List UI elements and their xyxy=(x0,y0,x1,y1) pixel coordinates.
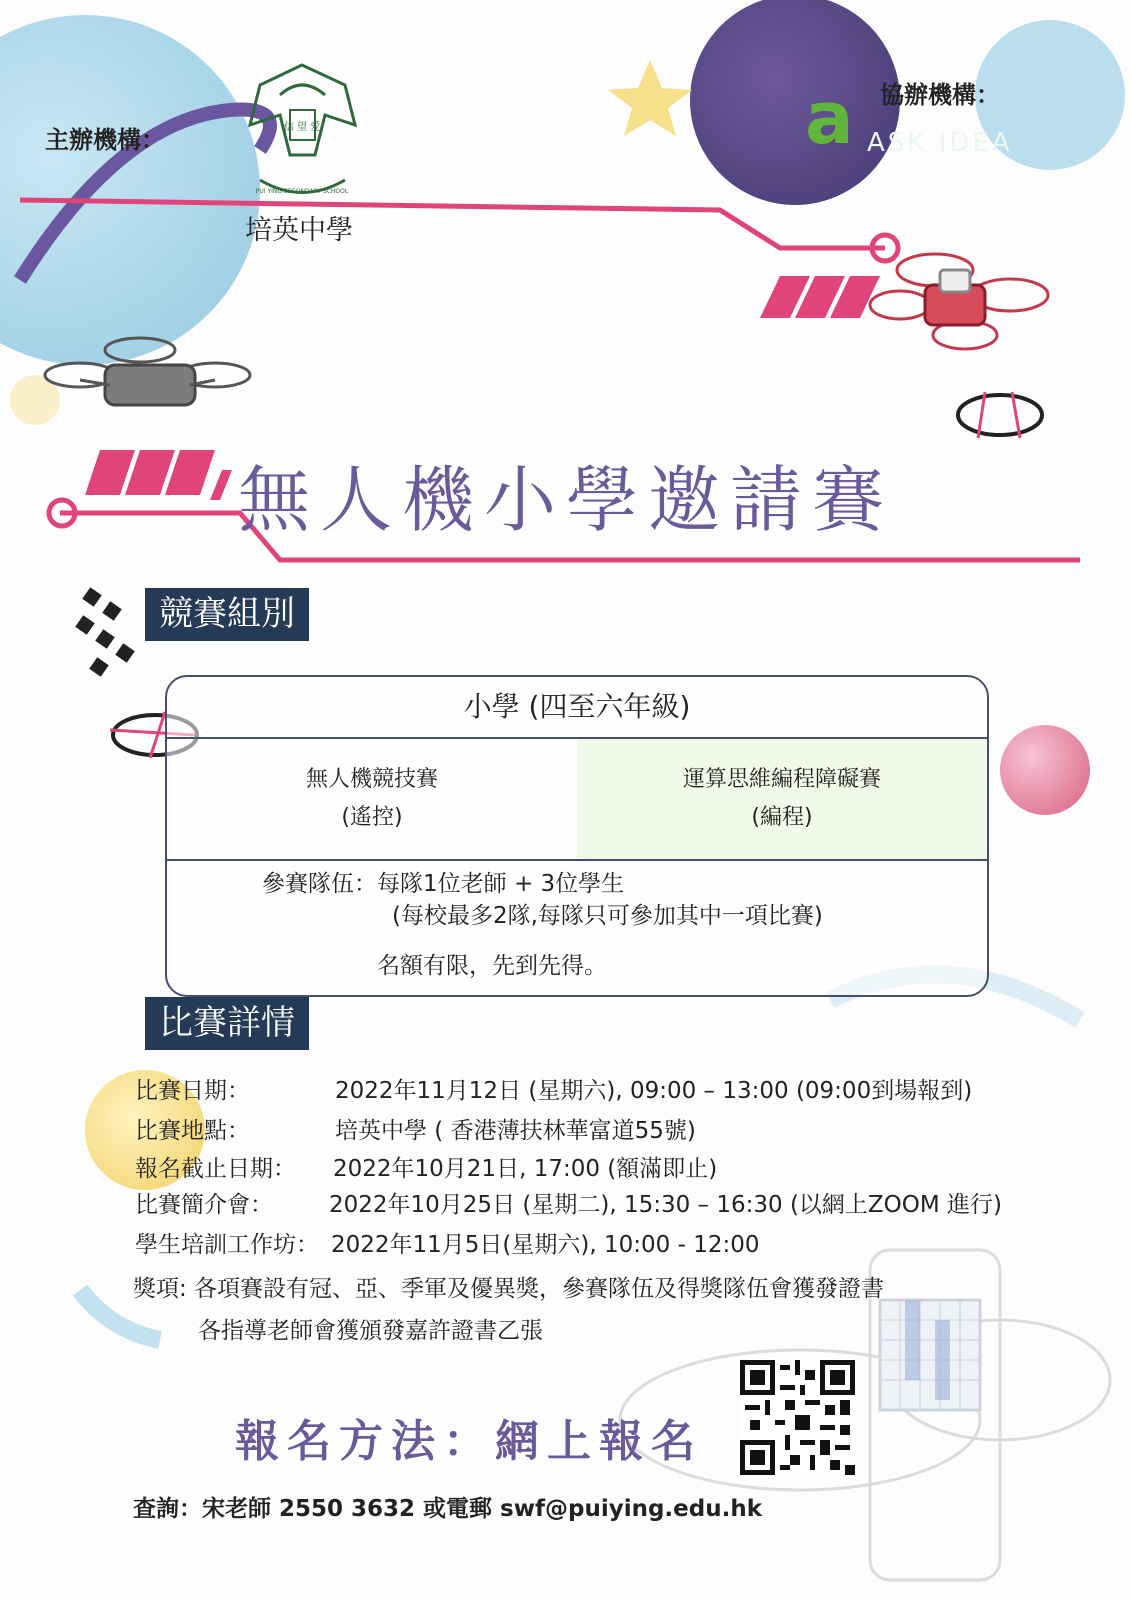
detail-label: 報名截止日期： xyxy=(135,1156,296,1182)
category-level: 小學 (四至六年級) xyxy=(167,677,987,739)
event-title: 無人機小學邀請賽 xyxy=(238,458,895,542)
ask-idea-logo xyxy=(805,76,1035,170)
checkered-flag xyxy=(75,587,134,676)
category-card xyxy=(165,675,989,997)
planet-pink xyxy=(1000,725,1090,815)
detail-label: 比賽簡介會： xyxy=(135,1192,273,1218)
team-limit-note: (每校最多2隊,每隊只可參加其中一項比賽) xyxy=(392,903,823,929)
category-heading: 競賽組別 xyxy=(145,588,309,641)
svg-text:PUI YING SECONDARY SCHOOL: PUI YING SECONDARY SCHOOL xyxy=(255,188,349,195)
registration-method: 報名方法：網上報名 xyxy=(235,1416,703,1467)
event-remote xyxy=(167,739,577,859)
drone-red xyxy=(870,254,1048,349)
detail-row xyxy=(135,1112,696,1145)
detail-value: 2022年11月12日 (星期六), 09:00 – 13:00 (09:00到場報到) xyxy=(335,1078,973,1104)
detail-label: 比賽日期： xyxy=(135,1078,250,1104)
detail-label: 學生培訓工作坊： xyxy=(135,1232,319,1258)
detail-value: 2022年10月21日, 17:00 (額滿即止) xyxy=(333,1156,718,1182)
detail-label: 比賽地點： xyxy=(135,1118,250,1144)
event-remote-name: 無人機競技賽 xyxy=(305,767,438,792)
ask-idea-logo-letter: a xyxy=(805,76,854,160)
detail-value: 培英中學 ( 香港薄扶林華富道55號) xyxy=(335,1118,696,1144)
co-organizer-label: 協辦機構： xyxy=(880,81,1000,109)
detail-value: 2022年10月25日 (星期二), 15:30 – 16:30 (以網上ZOOM 進行) xyxy=(329,1192,1003,1218)
event-remote-type: (遙控) xyxy=(341,805,403,830)
event-coding xyxy=(577,739,987,859)
star-shape xyxy=(608,60,692,136)
details-heading: 比賽詳情 xyxy=(145,997,309,1050)
svg-text:信 望 愛: 信 望 愛 xyxy=(283,122,321,133)
detail-row xyxy=(135,1150,718,1183)
awards-line-1: 獎項: 各項賽設有冠、亞、季軍及優異獎，參賽隊伍及得獎隊伍會獲發證書 xyxy=(133,1276,885,1302)
event-columns xyxy=(167,739,987,861)
awards-line-2: 各指導老師會獲頒發嘉許證書乙張 xyxy=(198,1318,543,1344)
ask-idea-logo-text: ASK IDEA xyxy=(867,128,1013,158)
pink-stripes-top xyxy=(760,276,880,318)
detail-row xyxy=(135,1072,973,1105)
planet-blue xyxy=(0,15,260,365)
team-composition: 參賽隊伍：每隊1位老師 + 3位學生 xyxy=(262,871,625,897)
detail-row xyxy=(135,1186,1003,1219)
registration-qr-code[interactable] xyxy=(740,1360,855,1475)
school-crest-logo xyxy=(240,55,365,205)
organizer-name: 培英中學 xyxy=(245,215,353,246)
pink-stripes-title xyxy=(85,450,232,500)
detail-value: 2022年11月5日(星期六), 10:00 - 12:00 xyxy=(331,1232,760,1258)
event-coding-type: (編程) xyxy=(751,805,813,830)
crosshair-top xyxy=(958,395,1042,435)
quota-note: 名額有限，先到先得。 xyxy=(377,953,607,979)
detail-row xyxy=(135,1226,760,1259)
contact-info: 查詢：宋老師 2550 3632 或電郵 swf@puiying.edu.hk xyxy=(133,1496,763,1522)
organizer-label: 主辦機構： xyxy=(45,126,165,154)
event-coding-name: 運算思維編程障礙賽 xyxy=(682,767,881,792)
